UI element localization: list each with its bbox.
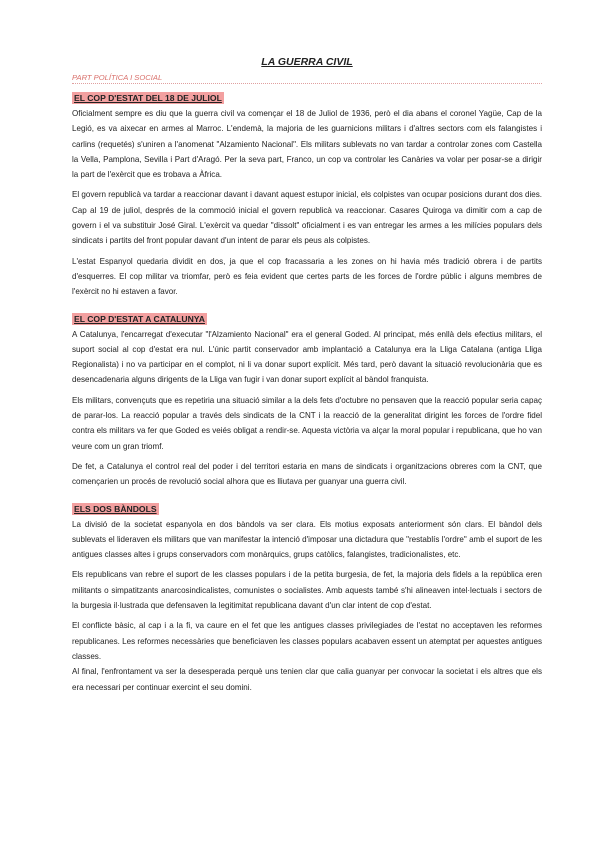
paragraph: El conflicte bàsic, al cap i a la fi, va caure en el fet que les antigues classes privilegiades de l'estat no acceptaven les reformes republicanes. Les reformes necessàries que beneficiaven les classes populars acabaven essent un atemptat per aquestes antigues classes. <box>72 621 542 661</box>
paragraph: L'estat Espanyol quedaria dividit en dos, ja que el cop fracassaria a les zones on hi havia més tradició obrera i de partits d'esquerres. El cop militar va triomfar, però es feia evident que certes parts de les forces de l'ordre públic i alguns membres de l'exèrcit no hi estaven a favor. <box>72 256 542 297</box>
section-heading: ELS DOS BÀNDOLS <box>74 503 157 514</box>
paragraph: De fet, a Catalunya el control real del poder i del territori estaria en mans de sindicats i organitzacions obreres com la CNT, que començarien un procés de revolució social alhora que es lliutava per guanyar una guerra civil. <box>72 461 542 487</box>
part-label: PART POLÍTICA I SOCIAL <box>72 73 542 84</box>
section-heading: EL COP D'ESTAT A CATALUNYA <box>74 313 205 324</box>
document-page <box>72 56 542 704</box>
section-dos-bandols <box>72 499 542 695</box>
paragraph: La divisió de la societat espanyola en dos bàndols va ser clara. Els motius exposats anteriorment són clars. El bàndol dels sublevats el lideraven els militars que van manifestar la intenció d'imposar una dictadura que "restablís l'ordre" amb el suport de les antigues classes altes i grups conservadors com monàrquics, grups catòlics, falangistes, tradicionalistes, etc. <box>72 519 542 560</box>
section-heading: EL COP D'ESTAT DEL 18 DE JULIOL <box>74 93 222 103</box>
paragraph: Els militars, convençuts que es repetiria una situació similar a la dels fets d'octubre no pensaven que la reacció popular seria capaç de parar-los. La reacció popular a través dels sindicats de la CNT i la reacció de la generalitat dirigint les forces de l'ordre fidel contra els militars va fer que Goded es veiés obligat a rendir-se. Aquesta victòria va alçar la moral popular i republicana, que ho van veure com un gran triomf. <box>72 395 542 451</box>
paragraph: Oficialment sempre es diu que la guerra civil va començar el 18 de Juliol de 1936, però el dia abans el coronel Yagüe, Cap de la Legió, es va aixecar en armes al Marroc. L'endemà, la majoria de les guarnicions militars i d'altres sectors com els falangistes i carlins (requetés) s'uniren a l'anomenat "Alzamiento Nacional". Els militars sublevats no van tardar a controlar zones com Castella la Vella, Pamplona, Sevilla i Part d'Aragó. Per la seva part, Franco, un cop va controlar les Canàries va volar per posar-se a dirigir la part de l'exèrcit que es trobava a Àfrica. <box>72 109 542 180</box>
paragraph: El govern republicà va tardar a reaccionar davant i davant aquest estupor inicial, els colpistes van ocupar posicions durant dos dies. Cap al 19 de juliol, després de la commoció inicial el govern republicà va reaccionar. Casares Quiroga va dimitir com a cap de govern i el va substituir José Giral. L'exèrcit va quedar "dissolt" oficialment i es van entregar les armes a les milícies populars dels sindicats i partits del front popular davant d'un intent de parar els peus als colpistes. <box>72 190 542 246</box>
paragraph: A Catalunya, l'encarregat d'executar "l'Alzamiento Nacional" era el general Goded. Al principat, més enllà dels efectius militars, el suport social al cop d'estat era nul. L'únic partit conservador amb implantació a Catalunya era la Lliga Catalana (antiga Lliga Regionalista) i no va participar en el complot, ni li va donar suport explícit. Més tard, però davant la situació revolucionària que es desencadenaria alguns dirigents de la Lliga van fugir i van donar suport explícit al bàndol franquista. <box>72 329 542 385</box>
paragraph: Al final, l'enfrontament va ser la desesperada perquè uns tenien clar que calia guanyar per convocar la societat i els altres que els era necessari per continuar exercint el seu domini. <box>72 667 542 692</box>
document-title: LA GUERRA CIVIL <box>261 56 353 68</box>
paragraph: Els republicans van rebre el suport de les classes populars i de la petita burgesia, de fet, la majoria dels fidels a la república eren militants o simpatitzants anarcosindicalistes, comunistes o socialistes. Amb aquests també s'hi alineaven intel·lectuals i sectors de la burgesia il·lustrada que defensaven la legitimitat republicana davant d'un clar intent de cop d'estat. <box>72 570 542 611</box>
section-cop-estat-catalunya <box>72 309 542 490</box>
section-cop-estat-18-juliol <box>72 88 542 300</box>
